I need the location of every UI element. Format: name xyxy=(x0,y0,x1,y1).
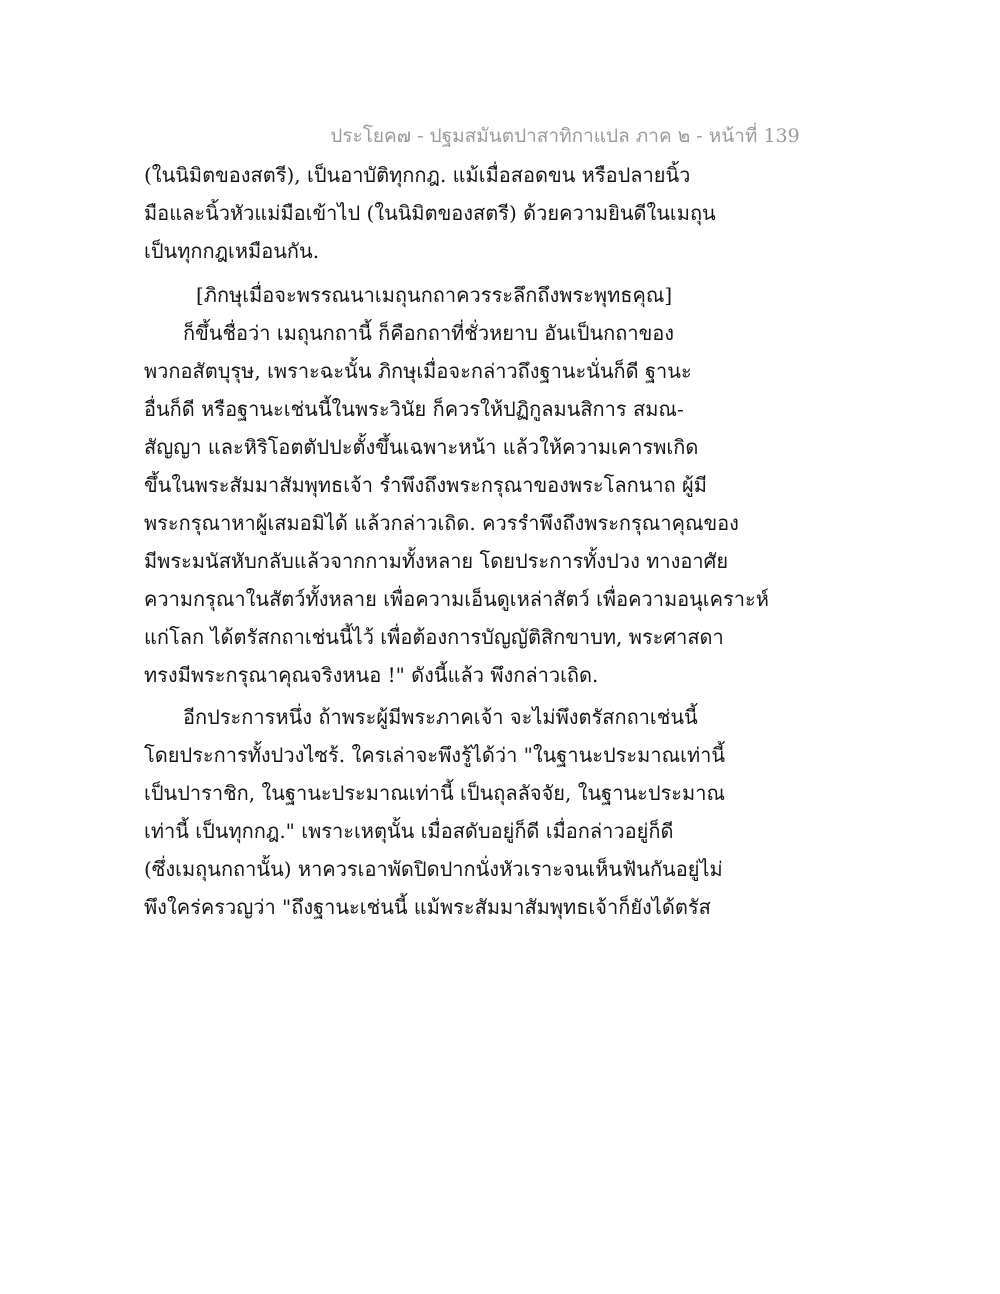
body-line: (ในนิมิตของสตรี), เป็นอาบัติทุกกฎ. แม้เมื่อสอดขน หรือปลายนิ้ว xyxy=(144,163,691,187)
body-line: อื่นก็ดี หรือฐานะเช่นนี้ในพระวินัย ก็ควรให้ปฏิกูลมนสิการ สมณ- xyxy=(144,397,684,421)
body-line: ก็ขึ้นชื่อว่า เมถุนกถานี้ ก็คือกถาที่ชั่วหยาบ อันเป็นกถาของ xyxy=(183,321,675,345)
body-line: แก่โลก ได้ตรัสกถาเช่นนี้ไว้ เพื่อต้องการบัญญัติสิกขาบท, พระศาสดา xyxy=(144,625,724,649)
body-line: เป็นปาราชิก, ในฐานะประมาณเท่านี้ เป็นถุลลัจจัย, ในฐานะประมาณ xyxy=(144,781,726,805)
body-line: ขึ้นในพระสัมมาสัมพุทธเจ้า รำพึงถึงพระกรุณาของพระโลกนาถ ผู้มี xyxy=(144,473,707,497)
body-line: เท่านี้ เป็นทุกกฎ." เพราะเหตุนั้น เมื่อสดับอยู่ก็ดี เมื่อกล่าวอยู่ก็ดี xyxy=(144,819,674,843)
body-line: ความกรุณาในสัตว์ทั้งหลาย เพื่อความเอ็นดูเหล่าสัตว์ เพื่อความอนุเคราะห์ xyxy=(144,587,769,611)
body-line: มีพระมนัสหับกลับแล้วจากกามทั้งหลาย โดยประการทั้งปวง ทางอาศัย xyxy=(144,549,729,573)
body-line: พระกรุณาหาผู้เสมอมิได้ แล้วกล่าวเถิด. ควรรำพึงถึงพระกรุณาคุณของ xyxy=(144,511,739,535)
body-line: โดยประการทั้งปวงไซร้. ใครเล่าจะพึงรู้ได้ว่า "ในฐานะประมาณเท่านี้ xyxy=(144,743,726,767)
running-header: ประโยค๗ - ปฐมสมันตปาสาทิกาแปล ภาค ๒ - หน้าที่ 139 xyxy=(330,125,800,147)
body-line: อีกประการหนึ่ง ถ้าพระผู้มีพระภาคเจ้า จะไม่พึงตรัสกถาเช่นนี้ xyxy=(183,705,698,729)
body-line: เป็นทุกกฎเหมือนกัน. xyxy=(144,239,320,263)
body-line: พวกอสัตบุรุษ, เพราะฉะนั้น ภิกษุเมื่อจะกล่าวถึงฐานะนั่นก็ดี ฐานะ xyxy=(144,359,692,383)
body-line: สัญญา และหิริโอตตัปปะตั้งขึ้นเฉพาะหน้า แล้วให้ความเคารพเกิด xyxy=(144,435,699,459)
body-line: ทรงมีพระกรุณาคุณจริงหนอ !" ดังนี้แล้ว พึงกล่าวเถิด. xyxy=(144,663,599,687)
body-line: พึงใคร่ครวญว่า "ถึงฐานะเช่นนี้ แม้พระสัมมาสัมพุทธเจ้าก็ยังได้ตรัส xyxy=(144,895,711,919)
body-line: มือและนิ้วหัวแม่มือเข้าไป (ในนิมิตของสตรี) ด้วยความยินดีในเมถุน xyxy=(144,201,716,225)
section-heading: [ภิกษุเมื่อจะพรรณนาเมถุนกถาควรระลึกถึงพระพุทธคุณ] xyxy=(196,283,673,307)
body-line: (ซึ่งเมถุนกถานั้น) หาควรเอาพัดปิดปากนั่งหัวเราะจนเห็นฟันกันอยู่ไม่ xyxy=(144,857,723,881)
